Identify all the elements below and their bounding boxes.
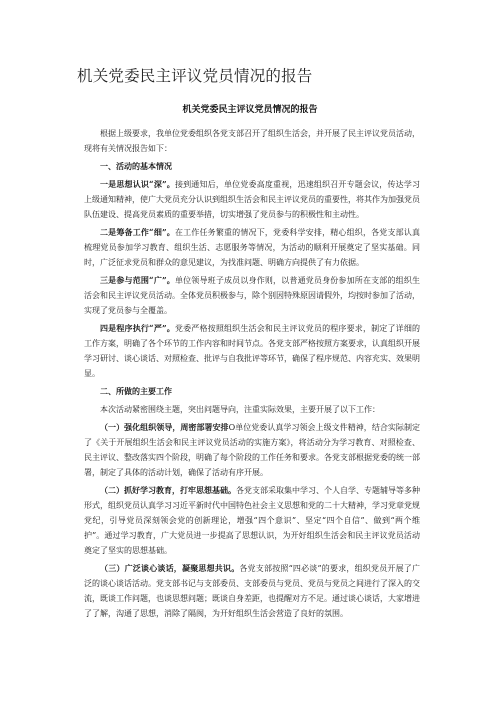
item-lead: 二是筹备工作“细”。 <box>100 227 175 237</box>
section2-item-3 <box>84 561 420 621</box>
item-lead: （三）广泛谈心谈话，凝聚思想共识。 <box>100 563 240 573</box>
section1-item-4 <box>84 321 420 381</box>
item-lead: 四是程序执行“严”。 <box>100 323 175 333</box>
item-text: 党委严格按照组织生活会和民主评议党员的程序要求，制定了详细的工作方案，明确了各个环节的工作内容和时间节点。各党支部严格按照方案要求，认真组织开展学习研讨、谈心谈话、对照检查、批评与自我批评等环节，确保了程序规范、内容充实、效果明显。 <box>84 324 421 378</box>
item-lead: （二）抓好学习教育，打牢思想基础。 <box>100 485 236 495</box>
report-subtitle: 机关党委民主评议党员情况的报告 <box>182 105 318 115</box>
document-title: 机关党委民主评议党员情况的报告 <box>77 67 313 85</box>
section1-item-3 <box>84 273 420 318</box>
section1-heading: 一、活动的基本情况 <box>100 161 172 171</box>
section1-item-1 <box>84 177 420 222</box>
item-lead: （一）强化组织领导，周密部署安排 <box>100 422 229 432</box>
report-body <box>84 126 420 624</box>
section2-item-2 <box>84 483 420 558</box>
section2-intro: 本次活动紧密围绕主题，突出问题导向，注重实际效果，主要开展了以下工作： <box>100 405 380 414</box>
section1-item-2 <box>84 225 420 270</box>
item-text: 各党支部按照“四必谈”的要求，组织党员开展了广泛的谈心谈话活动。党支部书记与支部委员、支部委员与党员、党员与党员之间进行了深入的交流，既谈工作问题，也谈思想问题；既谈自身差距，也提醒对方不足。通过谈心谈话，大家增进了了解，沟通了思想，消除了隔阂，为开好组织生活会营造了良好的氛围。 <box>84 564 420 618</box>
item-text: 接到通知后，单位党委高度重视，迅速组织召开专题会议，传达学习上级通知精神，使广大党员充分认识到组织生活会和民主评议党员的重要性，将其作为加强党员队伍建设、提高党员素质的重要举措，切实增强了党员参与的积极性和主动性。 <box>84 180 421 219</box>
item-lead: 三是参与范围“广”。 <box>100 275 175 285</box>
item-text: 在工作任务繁重的情况下，党委科学安排，精心组织，各党支部认真梳理党员参加学习教育、组织生活、志愿服务等情况，为活动的顺利开展奠定了坚实基础。同时，广泛征求党员和群众的意见建议，为找准问题、明确方向提供了有力依据。 <box>84 228 421 267</box>
section2-heading: 二、所做的主要工作 <box>100 386 172 396</box>
item-text: O单位党委认真学习领会上级文件精神，结合实际制定了《关于开展组织生活会和民主评议党员活动的实施方案》，将活动分为学习教育、对照检查、民主评议、整改落实四个阶段，明确了每个阶段的工作任务和要求。各党支部根据党委的统一部署，制定了具体的活动计划，确保了活动有序开展。 <box>84 423 420 477</box>
intro-paragraph: 根据上级要求，我单位党委组织各党支部召开了组织生活会，并开展了民主评议党员活动，现将有关情况报告如下： <box>84 129 420 153</box>
item-text: 单位领导班子成员以身作则，以普通党员身份参加所在支部的组织生活会和民主评议党员活动。全体党员积极参与，除个别因特殊原因请假外，均按时参加了活动，实现了党员参与全覆盖。 <box>84 276 421 315</box>
section2-item-1 <box>84 420 420 480</box>
item-lead: 一是思想认识“深”。 <box>100 179 175 189</box>
item-text: 各党支部采取集中学习、个人自学、专题辅导等多种形式，组织党员认真学习习近平新时代中国特色社会主义思想和党的二十大精神，学习党章党规党纪，引导党员深刻领会党的创新理论，增强“四个意识”、坚定“四个自信”、做到“两个维护”。通过学习教育，广大党员进一步提高了思想认识，为开好组织生活会和民主评议党员活动奠定了坚实的思想基础。 <box>84 486 420 555</box>
